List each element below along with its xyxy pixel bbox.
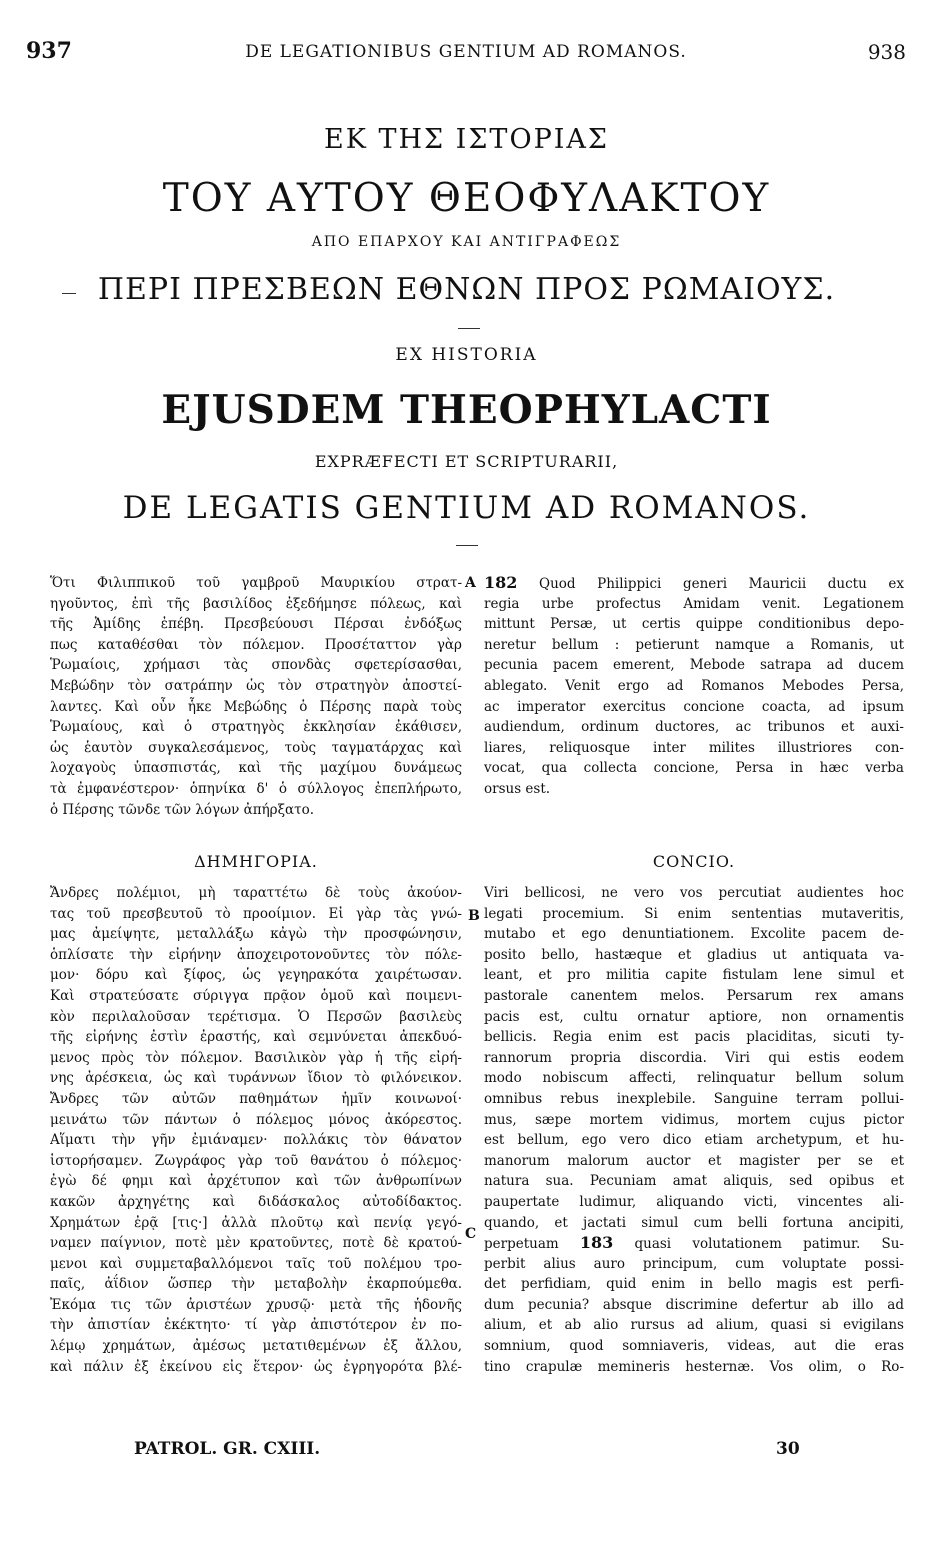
text-line: pecunia pacem emerent, Mebode satrapa ad ducem: [484, 657, 904, 674]
greek-title-line4: ΠΕΡΙ ΠΡΕΣΒΕΩΝ ΕΘΝΩΝ ΠΡΟΣ ΡΩΜΑΙΟΥΣ.: [97, 272, 836, 307]
footer-left: PATROL. GR. CXIII.: [134, 1439, 321, 1459]
text-line: leant, et pro militia capite fistulam lene simul et: [484, 967, 904, 984]
text-line: μενοι καὶ συμμεταβαλλόμενοι ταῖς τοῦ πολέμου τρο-: [50, 1255, 462, 1272]
text-line: μας ἀμείψητε, μεταλλάξω κἀγὼ τὴν προσφώνησιν,: [50, 926, 462, 943]
margin-mark-b: B: [468, 908, 480, 924]
text-line: perbit alius auro principum, cum voluptate possi-: [484, 1255, 904, 1272]
text-line: ablegato. Venit ergo ad Romanos Mebodes Persa,: [484, 677, 904, 694]
text-line: Ἐκόμα τις τῶν ἀριστέων χρυσῷ· μετὰ τῆς ἡδονῆς: [50, 1296, 462, 1313]
text-line: ὁ Πέρσης τῶνδε τῶν λόγων ἀπήρξατο.: [50, 801, 315, 818]
text-line: τας τοῦ πρεσβευτοῦ τὸ προοίμιον. Εἰ γὰρ τὰς γνώ-: [50, 905, 462, 922]
greek-title-line1: ΕΚ ΤΗΣ ΙΣΤΟΡΙΑΣ: [323, 124, 609, 155]
greek-title-line3: ΑΠΟ ΕΠΑΡΧΟΥ ΚΑΙ ΑΝΤΙΓΡΑΦΕΩΣ: [311, 234, 622, 250]
running-head: [26, 38, 906, 68]
text-line: μον· δόρυ καὶ ξίφος, ὡς γεγηρακότα χαιρέτωσαν.: [50, 967, 462, 984]
text-line: λαντες. Καὶ οὖν ἧκε Μεβώδης ὁ Πέρσης παρὰ τοὺς: [50, 698, 462, 715]
text-line: Ὅτι Φιλιππικοῦ τοῦ γαμβροῦ Μαυρικίου στρατ-: [50, 575, 462, 591]
text-line: tino crapulæ memineris hesternæ. Vos olim, o Ro-: [484, 1358, 904, 1375]
text-line: somnium, quod somniaveris, videas, aut die eras: [484, 1338, 904, 1355]
divider: [458, 328, 480, 329]
text-line: mutabo et ego denuntiationem. Excolite pacem de-: [484, 926, 904, 943]
text-line: posito bello, hastæque et gladius ut antiquata va-: [484, 946, 904, 963]
text-line: modo nobiscum affecti, relinquatur bellum solum: [484, 1070, 904, 1087]
text-line: Ἄνδρες τῶν αὐτῶν παθημάτων ἡμῖν κοινωνοί·: [50, 1090, 462, 1107]
text-line: καὶ πάλιν ἐξ ἐκείνου εἰς ἕτερον· ὡς ἐγρηγορότα βλέ-: [50, 1358, 462, 1375]
text-line: manorum malorum auctor et magister per se et: [484, 1152, 904, 1169]
text-line: legati procemium. Si enim sententias mutaveritis,: [484, 905, 904, 922]
text-line: ὡς ἑαυτὸν συγκαλεσάμενος, τοὺς ταγματάρχας καὶ: [50, 739, 462, 756]
text-line: Καὶ στρατεύσατε σύριγγα πρᾷον ὁμοῦ καὶ ποιμενι-: [50, 987, 462, 1004]
text-line: det perfidiam, quid enim in bello magis est perfi-: [484, 1276, 904, 1293]
text-line: τὰ ἐμφανέστερον· ὁπηνίκα δ' ὁ σύλλογος ἐπεπλήρωτο,: [50, 780, 462, 797]
text-line: natura sua. Pecuniam amat aliquis, sed opibus et: [484, 1173, 904, 1190]
page-number-left: 937: [26, 38, 72, 64]
text-line: ac imperator exercitus concione coacta, ad ipsum: [484, 698, 904, 715]
text-line: dum pecunia? absque discrimine defertur ab illo ad: [484, 1296, 904, 1313]
text-line: bellicis. Regia enim est pacis placiditas, sicuti ty-: [484, 1029, 904, 1046]
latin-speech: [484, 883, 904, 1377]
text-line: λέμῳ χρημάτων, ἀμέσως μετατιθεμένων ἐξ ἄλλου,: [50, 1338, 462, 1355]
text-line: Ῥωμαίους, καὶ ὁ στρατηγὸς ἐκκλησίαν ἐκάθισεν,: [50, 719, 462, 736]
column-number: 182: [484, 573, 518, 592]
latin-title-line2: EJUSDEM THEOPHYLACTI: [161, 387, 772, 433]
text-line: omnibus rebus inexplebile. Sanguine terram pollui-: [484, 1090, 904, 1107]
text-line: ἐγὼ δέ φημι καὶ ἀρχέτυπον καὶ τῶν ἀνθρωπίνων: [50, 1173, 462, 1190]
text-line: mus, sæpe mortem vidimus, mortem cujus pictor: [484, 1111, 904, 1128]
text-line: μενος πρὸς τὸν πόλεμον. Βασιλικὸν γὰρ ἡ τῆς εἰρή-: [50, 1049, 462, 1066]
divider-2: [456, 545, 478, 546]
text-line: alium, et ab alio rursus ad alium, quasi si evigilans: [484, 1317, 904, 1334]
text-line: Viri bellicosi, ne vero vos percutiat audientes hoc: [484, 885, 904, 901]
text-line: quando, et jactati simul cum belli fortuna ancipiti,: [484, 1214, 904, 1231]
text-line: paupertate ludimur, aliquando victi, vincentes ali-: [484, 1193, 904, 1210]
greek-heading: ΔΗΜΗΓΟΡΙΑ.: [194, 852, 318, 871]
text-line: μεινάτω τῶν πάντων ὁ πόλεμος μόνος ἀκόρεστος.: [50, 1111, 462, 1128]
text-line: κὸν περιλαλοῦσαν τερέτισμα. Ὁ Περσῶν βασιλεὺς: [50, 1008, 462, 1025]
text-line: ἱστορήσαμεν. Ζωγράφος γὰρ τοῦ θανάτου ὁ πόλεμος·: [50, 1152, 462, 1169]
running-title: DE LEGATIONIBUS GENTIUM AD ROMANOS.: [245, 42, 687, 62]
text-line: Χρημάτων ἐρᾷ [τις·] ἀλλὰ πλοῦτῳ καὶ πενίᾳ γεγό-: [50, 1214, 462, 1231]
greek-title-line2: ΤΟΥ ΑΥΤΟΥ ΘΕΟΦΥΛΑΚΤΟΥ: [162, 176, 771, 221]
text-line: Ἄνδρες πολέμιοι, μὴ ταραττέτω δὲ τοὺς ἀκούον-: [50, 885, 462, 901]
text-line: mittunt Persæ, ut certis quippe conditionibus depo-: [484, 616, 904, 633]
text-line: κακῶν ἀρχηγέτης καὶ διδάσκαλος αὐτοδίδακτος.: [50, 1193, 462, 1210]
text-line: [484, 573, 904, 594]
text-line: neretur bellum : petierunt namque a Romanis, ut: [484, 636, 904, 653]
text-line: τὴν ἀπιστίαν ἐκέκτητο· τί γὰρ ἀπιστότερον ἐν πο-: [50, 1317, 462, 1334]
text-line: παῖς, ἀΐδιον ὥσπερ τὴν μεταβολὴν ἐκαρπούμεθα.: [50, 1276, 462, 1293]
text-line: ὁπλίσατε τὴν εἰρήνην ἀποχειροτονοῦντες τὸν πόλε-: [50, 946, 462, 963]
text-line: orsus est.: [484, 780, 551, 797]
greek-speech: [50, 883, 462, 1377]
text-line: regia urbe profectus Amidam venit. Legationem: [484, 595, 904, 612]
text-line: τῆς εἰρήνης ἐστὶν ἐραστής, καὶ σεμνύνεται ἀπεκδυό-: [50, 1029, 462, 1046]
text-line: ηγοῦντος, ἐπὶ τῆς βασιλίδος ἐξεδήμησε πόλεως, καὶ: [50, 595, 462, 612]
greek-intro: [50, 573, 462, 820]
footer-right: 30: [776, 1439, 800, 1459]
margin-mark-c: C: [465, 1226, 477, 1242]
latin-title-line3: EXPRÆFECTI ET SCRIPTURARII,: [314, 452, 619, 471]
column-number: 183: [579, 1233, 614, 1253]
text-line: λοχαγοὺς ὑπασπιστάς, καὶ τῆς μαχίμου δυνάμεως: [50, 760, 462, 777]
text-line: rannorum propria discordia. Viri qui estis eodem: [484, 1049, 904, 1066]
text-line: ναμεν παίγνιον, ποτὲ μὲν κρατοῦντες, ποτὲ δὲ κρατού-: [50, 1235, 462, 1252]
text-line: est bellum, ego vero dico etiam archetypum, et hu-: [484, 1132, 904, 1149]
margin-mark-a: A: [465, 575, 476, 591]
page-number-right: 938: [867, 40, 906, 64]
text-line: pacis est, cultu ornatur aptiore, non ornamentis: [484, 1008, 904, 1025]
latin-title-line1: EX HISTORIA: [395, 345, 538, 365]
text-line: liares, reliquosque inter milites illustriores con-: [484, 739, 904, 756]
text-line: pastorale canentem melos. Persarum rex amans: [484, 987, 904, 1004]
text-line: vocat, qua collecta concione, Persa in hæc verba: [484, 760, 904, 777]
text-fragment: Quod Philippici generi Mauricii ductu ex: [517, 576, 904, 592]
text-line: perpetuam 183 quasi volutationem patimur. Su-: [484, 1233, 904, 1253]
text-line: Ῥωμαίοις, χρήμασι τὰς σπονδὰς σφετερίσασθαι,: [50, 657, 462, 674]
text-line: νης ἀρέσκεια, ὡς καὶ τυράννων ἴδιον τὸ φιλόνεικον.: [50, 1070, 462, 1087]
latin-heading: CONCIO.: [652, 852, 736, 871]
text-line: audiendum, ordinum ductores, ac tribunos et auxi-: [484, 719, 904, 736]
text-line: πως καταθέσθαι τὸν πόλεμον. Προσέταττον γὰρ: [50, 636, 462, 653]
latin-intro: [484, 573, 904, 800]
latin-title-line4: DE LEGATIS GENTIUM AD ROMANOS.: [122, 490, 811, 526]
text-line: Αἵματι τὴν γῆν ἐμιάναμεν· πολλάκις τὸν θάνατον: [50, 1132, 462, 1149]
text-line: τῆς Ἀμίδης ἐπέβη. Πρεσβεύουσι Πέρσαι ἐνδόξως: [50, 616, 462, 633]
text-line: Μεβώδην τὸν σατράπην ὡς τὸν στρατηγὸν ἀποστεί-: [50, 677, 462, 694]
